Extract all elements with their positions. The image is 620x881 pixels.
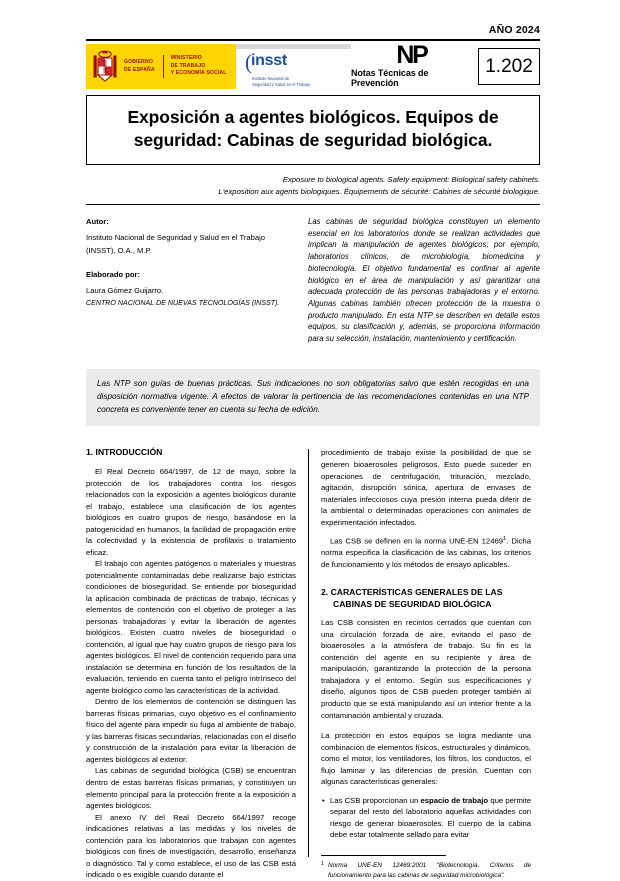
insst-subtitle (252, 76, 351, 89)
abstract-text: Las cabinas de seguridad biológica constituyen un elemento esencial en los laboratorios donde se realizan actividades que implican la manipulación de agentes biológicos; por ejemplo, laboratorios clínicos, de microbiología, biomedicina y biotecnología. El objetivo fundamental es confinar al agente biológico en el área de manipulación y así garantizar una adecuada protección de las personas trabajadoras y el entorno. Algunas cabinas también ofrecen protección de la muestra o producto manipulado. En esta NTP se describen en detalle estos equipos, su clasificación y, además, se proporciona información para su selección, instalación, mantenimiento y certificación. (308, 217, 540, 343)
ntp-disclaimer-note: Las NTP son guías de buenas prácticas. Sus indicaciones no son obligatorias salvo que estén recogidas en una disposición normativa vigente. A efectos de valorar la pertinencia de las recomendaciones contenidas en una NTP concreta es conveniente tener en cuenta su fecha de edición. (86, 369, 540, 427)
body-columns (86, 447, 540, 880)
section-1-paragraph-4: Las cabinas de seguridad biológica (CSB) se encuentran dentro de estas barreras físicas primarias, y constituyen un elemento principal para la protección frente a la exposición a agentes biológicos. (86, 766, 296, 811)
une-norm-text: Las CSB se definen en la norma UNE-EN 12469 (330, 536, 504, 546)
section-1-paragraph-2: El trabajo con agentes patógenos o materiales y muestras potencialmente contaminadas debe realizarse bajo estrictas condiciones de bioseguridad. Se entiende por bioseguridad la aplicación combinada de prácticas de trabajo, técnicas y elementos de contención con el objetivo de proteger a las personas trabajadoras y evitar la liberación de agentes biológicos. Existen cuatro niveles de bioseguridad o contención, al igual que hay cuatro grupos de riesgo para los agentes biológicos. El nivel de contención requerido para una instalación se determina en función de los resultados de la evaluación, teniendo en cuenta tanto el peligro intrínseco del agente biológico como las características de la actividad. (86, 559, 296, 695)
title-french: L'exposition aux agents biologiques. Équipements de sécurité: Cabines de sécurité biologique. (218, 187, 540, 197)
author-column (86, 216, 308, 345)
section-2-paragraph-2: La protección en estos equipos se logra mediante una combinación de elementos físicos, estructurales y dinámicos, como el motor, los ventiladores, los filtros, los conductos, el flujo laminar y las diferencias de presión. Cuentan con algunas características generales: (321, 731, 531, 787)
gobierno-line-2: DE ESPAÑA (124, 66, 155, 73)
footnote-separator (321, 855, 446, 856)
list-item (321, 795, 531, 841)
section-1-paragraph-5-continued: procedimiento de trabajo existe la posibilidad de que se generen bioaerosoles peligrosos. Esto puede suceder en operaciones de centrifugación, trituración, mezclado, agitación, disrupción sónica, apertura de envases de materiales infecciosos cuya presión interna pueda diferir de la ambiental o determinadas operaciones con animales de experimentación infectados. (321, 448, 531, 527)
section-2-heading (321, 587, 531, 610)
coat-of-arms-icon (92, 50, 118, 84)
ntp-number-box: 1.202 (478, 48, 540, 85)
ministerio-text (163, 55, 227, 79)
section-2-paragraph-1: Las CSB consisten en recintos cerrados que cuentan con una circulación forzada de aire, evitando el paso de bioaerosoles a la atmósfera de trabajo. Su fin es la contención del agente en su recipiente y área de manipulación, garantizando la protección de la persona trabajadora y el entorno. Según sus especificaciones y diseño, algunos tipos de CSB pueden proteger también al producto que se está manipulando así un interior frente a la contaminación ambiental y cruzada. (321, 618, 531, 720)
right-column (312, 447, 531, 880)
elaborated-by-value: Laura Gómez Guijarro. (86, 286, 164, 296)
section-2-title: CARACTERÍSTICAS GENERALES DE LAS CABINAS DE SEGURIDAD BIOLÓGICA (330, 587, 503, 609)
ntp-caption: Notas Técnicas de Prevención (351, 68, 429, 89)
insst-sub-line-2: Seguridad y Salud en el Trabajo (252, 82, 311, 88)
insst-sub-line-1: Instituto Nacional de (252, 76, 290, 81)
insst-wordmark: insst (251, 52, 287, 69)
bullet-1-pre: Las CSB proporcionan un (330, 795, 421, 805)
gobierno-de-espana-logo (86, 44, 236, 89)
year-label: AÑO 2024 (488, 24, 540, 36)
une-norm-text-continued: . Dicha norma especifica la clasificación de las cabinas, los criterios de funcionamiento y los métodos de ensayo aplicables. (321, 536, 531, 569)
column-divider (308, 449, 309, 857)
title-box (86, 95, 540, 165)
insst-logo (236, 44, 351, 89)
bullet-1-emphasis: espacio de trabajo (420, 795, 489, 805)
insst-grey-bar (236, 44, 351, 49)
ministerio-line-2: DE TRABAJO (170, 62, 206, 69)
gobierno-text (124, 59, 155, 74)
title-english: Exposure to biological agents. Safety equipment: Biological safety cabinets. (282, 175, 540, 185)
translated-titles (86, 174, 540, 204)
page-title: Exposición a agentes biológicos. Equipos de seguridad: Cabinas de seguridad biológica. (127, 107, 499, 151)
header-rule (86, 39, 540, 41)
section-1-paragraph-1: El Real Decreto 664/1997, de 12 de mayo, sobre la protección de los trabajadores contra los riesgos relacionados con la exposición a agentes biológicos durante el trabajo, establece una clasificación de los agentes biológicos en cuatro grupos de riesgo, basándose en la patogenicidad en humanos, la facilidad de propagación entre la colectividad y la existencia de profilaxis o tratamiento eficaz. (86, 467, 296, 557)
page-content (86, 0, 540, 881)
insst-arc-icon: ( (245, 50, 252, 74)
footnote-text: Norma UNE-EN 12469:2001 "Biotecnología. Criterios de funcionamiento para las cabinas de seguridad microbiológica". (328, 861, 531, 879)
bullet-icon: • (322, 795, 325, 805)
logo-band (86, 40, 540, 89)
elaborated-by-label: Elaborado por: (86, 269, 141, 279)
footnote-ref: 1 (503, 536, 507, 543)
metadata-row (86, 216, 540, 345)
section-2-bullet-list (321, 795, 531, 841)
author-label: Autor: (86, 217, 109, 227)
bullet-1-post: que permite separar del resto del laboratorio aquellas actividades con riesgo de generar bioaerosoles. El cuerpo de la cabina debe estar totalmente sellado para evitar (330, 795, 532, 840)
footnote (321, 861, 531, 881)
ministerio-line-3: Y ECONOMÍA SOCIAL (170, 70, 227, 77)
ntp-brand (351, 40, 478, 89)
subtitle-rule (86, 204, 540, 205)
gobierno-line-1: GOBIERNO (124, 58, 153, 65)
section-1-heading: 1. INTRODUCCIÓN (86, 447, 163, 458)
footnote-marker: 1 (321, 860, 324, 867)
author-value: Instituto Nacional de Seguridad y Salud en el Trabajo (INSST), O.A., M.P. (86, 233, 265, 255)
ministerio-line-1: MINISTERIO (170, 54, 202, 61)
section-1-paragraph-3: Dentro de los elementos de contención se distinguen las barreras físicas primarias, cuyo objetivo es el confinamiento físico del agente para impedir su fuga al ambiente de trabajo, y las barreras físicas secundarias, relacionadas con el diseño y construcción de la instalación para evitar la liberación de agentes biológicos al exterior. (86, 697, 296, 764)
section-2-number: 2. (321, 587, 329, 598)
left-column (86, 447, 305, 880)
section-1-paragraph-5: El anexo IV del Real Decreto 664/1997 recoge indicaciones relativas a las medidas y los niveles de contención para los laboratorios que trabajan con agentes biológicos con fines de investigación, desarrollo, enseñanza o diagnóstico. Tal y como establece, el uso de las CSB está indicado o es exigible cuando durante el (86, 812, 296, 880)
ntp-logo-mark: NP (396, 40, 427, 69)
center-name: CENTRO NACIONAL DE NUEVAS TECNOLOGÍAS (INSST). (86, 298, 280, 307)
section-1-paragraph-6 (321, 535, 531, 570)
